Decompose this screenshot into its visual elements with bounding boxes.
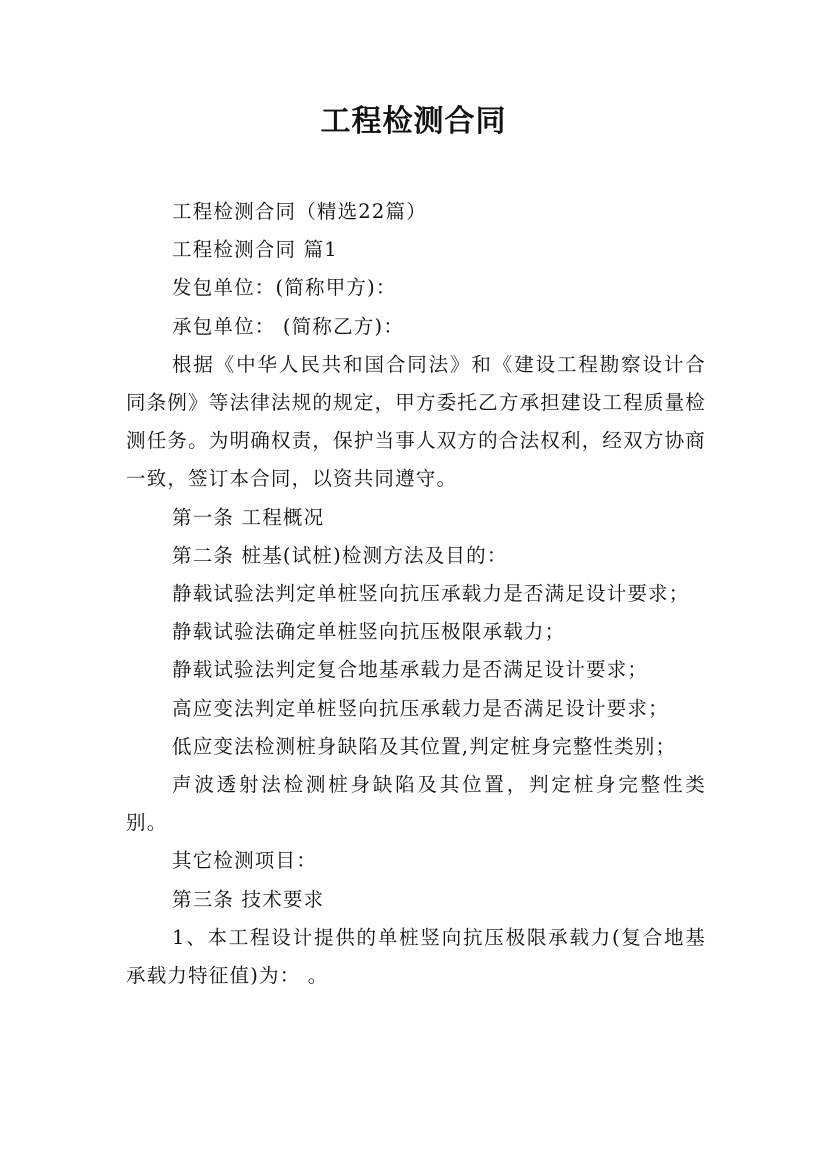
paragraph-method-5: 低应变法检测桩身缺陷及其位置,判定桩身完整性类别； [172, 734, 677, 758]
document-title: 工程检测合同 [320, 104, 507, 139]
paragraph-article-1: 第一条 工程概况 [172, 505, 325, 529]
paragraph-method-3: 静载试验法判定复合地基承载力是否满足设计要求； [172, 658, 649, 682]
paragraph-other-items: 其它检测项目： [172, 849, 317, 873]
paragraph-preamble: 根据《中华人民共和国合同法》和《建设工程勘察设计合同条例》等法律法规的规定，甲方委托乙方承担建设工程质量检测任务。为明确权责，保护当事人双方的合法权利，经双方协商一致，签订本合同，以资共同遵守。 [126, 352, 706, 491]
paragraph-party-b: 承包单位： (简称乙方)： [172, 314, 405, 338]
paragraph-article-2: 第二条 桩基(试桩)检测方法及目的： [172, 543, 508, 567]
paragraph-requirement-1: 1、本工程设计提供的单桩竖向抗压极限承载力(复合地基承载力特征值)为： 。 [126, 925, 706, 988]
paragraph-party-a: 发包单位：(简称甲方)： [172, 276, 397, 300]
paragraph-method-6: 声波透射法检测桩身缺陷及其位置，判定桩身完整性类别。 [126, 773, 706, 835]
document-body [126, 193, 706, 995]
paragraph-method-2: 静载试验法确定单桩竖向抗压极限承载力； [172, 620, 566, 644]
paragraph-subtitle: 工程检测合同（精选22篇） [172, 200, 427, 223]
paragraph-method-4: 高应变法判定单桩竖向抗压承载力是否满足设计要求； [172, 696, 669, 720]
paragraph-article-3: 第三条 技术要求 [172, 887, 325, 911]
paragraph-section-heading: 工程检测合同 篇1 [172, 238, 338, 262]
paragraph-method-1: 静载试验法判定单桩竖向抗压承载力是否满足设计要求； [172, 582, 690, 606]
